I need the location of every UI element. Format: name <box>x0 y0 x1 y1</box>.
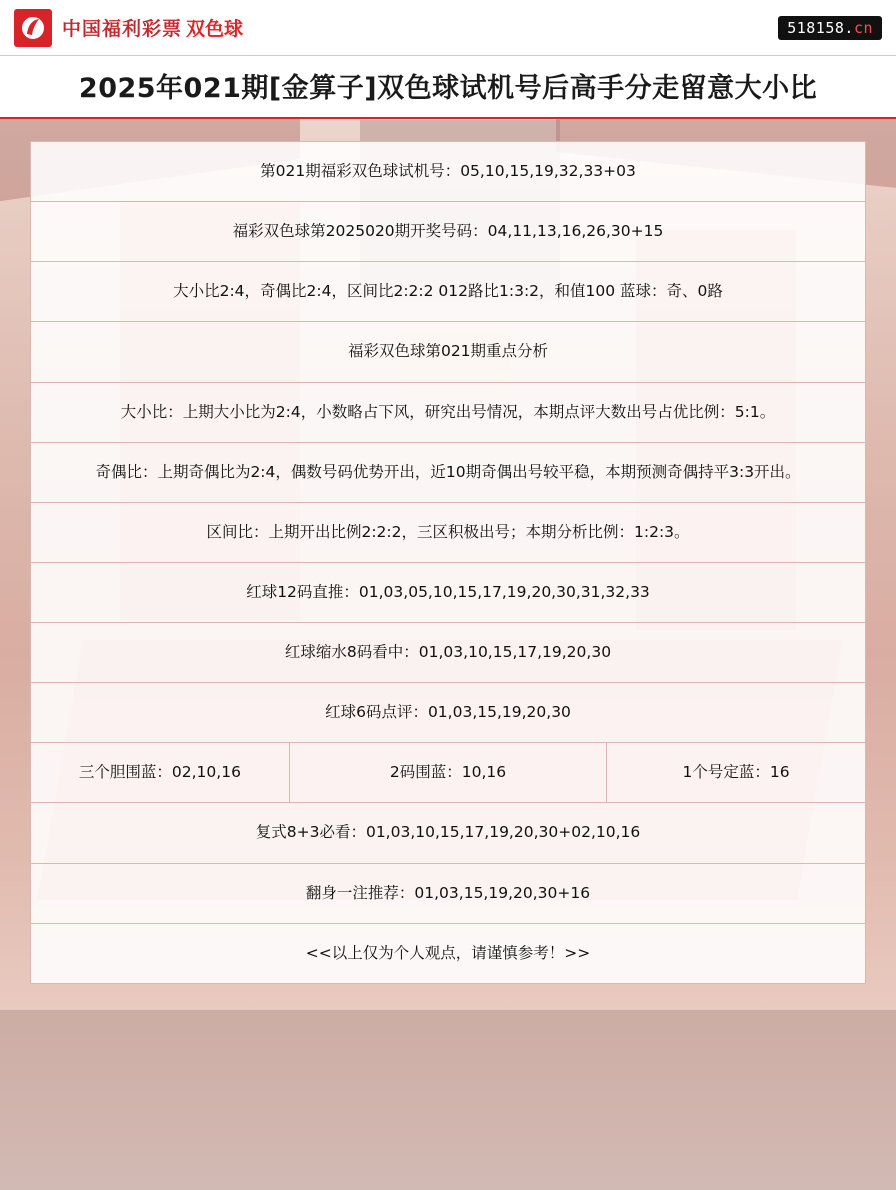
blue-one-cell: 1个号定蓝：16 <box>607 743 866 803</box>
article-content <box>0 119 896 1014</box>
last-draw-row: 福彩双色球第2025020期开奖号码：04,11,13,16,26,30+15 <box>31 202 866 262</box>
size-ratio-analysis-row: 大小比：上期大小比为2:4，小数略占下风，研究出号情况，本期点评大数出号占优比例：5:1。 <box>31 382 866 442</box>
test-number-row: 第021期福彩双色球试机号：05,10,15,19,32,33+03 <box>31 142 866 202</box>
table-row <box>31 442 866 502</box>
zone-ratio-analysis-row: 区间比：上期开出比例2:2:2，三区积极出号；本期分析比例：1:2:3。 <box>31 502 866 562</box>
disclaimer-row: <<以上仅为个人观点，请谨慎参考！>> <box>31 923 866 983</box>
table-row <box>31 562 866 622</box>
table-row <box>31 262 866 322</box>
table-row <box>31 623 866 683</box>
title-band <box>0 56 896 119</box>
combo-row: 复式8+3必看：01,03,10,15,17,19,20,30+02,10,16 <box>31 803 866 863</box>
section-heading-row: 福彩双色球第021期重点分析 <box>31 322 866 382</box>
table-row <box>31 923 866 983</box>
table-row <box>31 683 866 743</box>
table-row <box>31 803 866 863</box>
site-watermark <box>778 16 882 40</box>
blue-ball-row <box>31 743 866 803</box>
page-title: 2025年021期[金算子]双色球试机号后高手分走留意大小比 <box>78 73 818 104</box>
table-row <box>31 202 866 262</box>
table-row <box>31 863 866 923</box>
site-header <box>0 0 896 56</box>
analysis-table <box>30 141 866 984</box>
table-row <box>31 382 866 442</box>
site-watermark-main: 518158. <box>787 18 854 37</box>
red-8-row: 红球缩水8码看中：01,03,10,15,17,19,20,30 <box>31 623 866 683</box>
table-row <box>31 322 866 382</box>
blue-two-cell: 2码围蓝：10,16 <box>289 743 606 803</box>
brand-name: 中国福利彩票 <box>62 19 183 40</box>
site-watermark-domain: cn <box>853 18 873 37</box>
analysis-table-body <box>31 142 866 984</box>
odd-even-analysis-row: 奇偶比：上期奇偶比为2:4，偶数号码优势开出，近10期奇偶出号较平稳，本期预测奇偶持平3:3开出。 <box>31 442 866 502</box>
table-row <box>31 502 866 562</box>
blue-three-cell: 三个胆围蓝：02,10,16 <box>31 743 290 803</box>
lottery-ball-icon <box>14 9 52 47</box>
single-bet-row: 翻身一注推荐：01,03,15,19,20,30+16 <box>31 863 866 923</box>
red-12-row: 红球12码直推：01,03,05,10,15,17,19,20,30,31,32,33 <box>31 562 866 622</box>
ratio-summary-row: 大小比2:4，奇偶比2:4，区间比2:2:2 012路比1:3:2，和值100 蓝球：奇、0路 <box>31 262 866 322</box>
table-row <box>31 142 866 202</box>
red-6-row: 红球6码点评：01,03,15,19,20,30 <box>31 683 866 743</box>
brand-subname: 双色球 <box>186 19 244 40</box>
